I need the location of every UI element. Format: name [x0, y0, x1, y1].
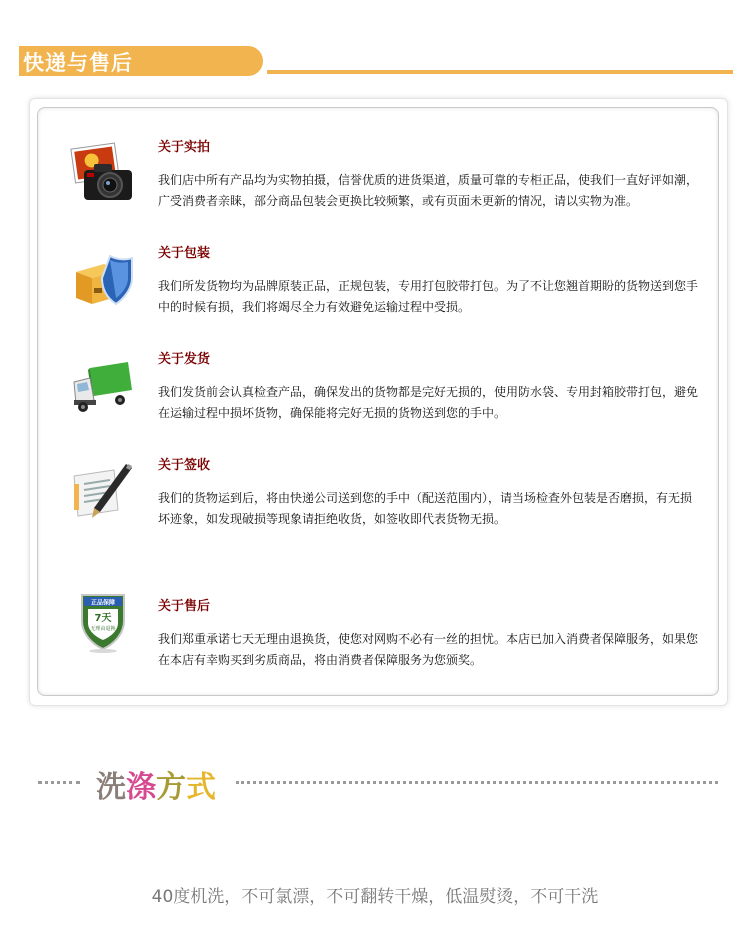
item-title: 关于签收 [158, 458, 211, 473]
section-title: 快递与售后 [23, 51, 133, 75]
dotted-divider-right [236, 781, 718, 784]
info-item-receipt [70, 454, 710, 534]
info-item-packaging [70, 242, 710, 322]
wash-title-char: 涤 [126, 770, 156, 805]
item-title: 关于实拍 [158, 140, 211, 155]
info-item-shipping [70, 348, 710, 428]
warranty-shield-icon [70, 587, 136, 653]
dotted-divider-left [38, 781, 80, 784]
badge-bottom-text: 无理由退换 [90, 626, 116, 632]
wash-title-char: 方 [156, 770, 186, 805]
wash-instructions: 40度机洗，不可氯漂，不可翻转干燥，低温熨烫，不可干洗 [151, 887, 599, 907]
item-description: 我们郑重承诺七天无理由退换货，使您对网购不必有一丝的担忧。本店已加入消费者保障服务，如果您在本店有幸购买到劣质商品，将由消费者保障服务为您颁奖。 [158, 632, 699, 667]
badge-middle-text: 7天 [94, 613, 112, 624]
wash-title-char: 洗 [96, 770, 126, 805]
info-item-photos [70, 136, 710, 216]
section-header-tab [19, 46, 263, 76]
package-shield-icon [70, 248, 136, 314]
item-title: 关于包装 [158, 246, 211, 261]
pen-document-icon [70, 460, 136, 526]
section-header [19, 46, 733, 76]
item-title: 关于发货 [158, 352, 211, 367]
camera-icon [70, 142, 136, 208]
wash-title [96, 762, 216, 806]
header-divider [267, 70, 733, 74]
delivery-truck-icon [70, 356, 136, 422]
item-description: 我们店中所有产品均为实物拍摄，信誉优质的进货渠道，质量可靠的专柜正品，使我们一直好评如潮，广受消费者亲睐，部分商品包装会更换比较频繁，或有页面未更新的情况，请以实物为准。 [158, 173, 699, 208]
wash-title-char: 式 [186, 770, 216, 805]
info-item-after-sales [70, 595, 710, 675]
item-description: 我们所发货物均为品牌原装正品，正规包装，专用打包胶带打包。为了不让您翘首期盼的货物送到您手中的时候有损，我们将竭尽全力有效避免运输过程中受损。 [158, 279, 699, 314]
item-description: 我们的货物运到后，将由快递公司送到您的手中（配送范围内），请当场检查外包装是否磨损，有无损坏迹象，如发现破损等现象请拒绝收货，如签收即代表货物无损。 [158, 491, 693, 526]
item-title: 关于售后 [158, 599, 211, 614]
badge-top-text: 正品保障 [90, 599, 116, 607]
item-description: 我们发货前会认真检查产品，确保发出的货物都是完好无损的，使用防水袋、专用封箱胶带打包，避免在运输过程中损坏货物，确保能将完好无损的货物送到您的手中。 [158, 385, 699, 420]
wash-section-header [38, 762, 718, 805]
